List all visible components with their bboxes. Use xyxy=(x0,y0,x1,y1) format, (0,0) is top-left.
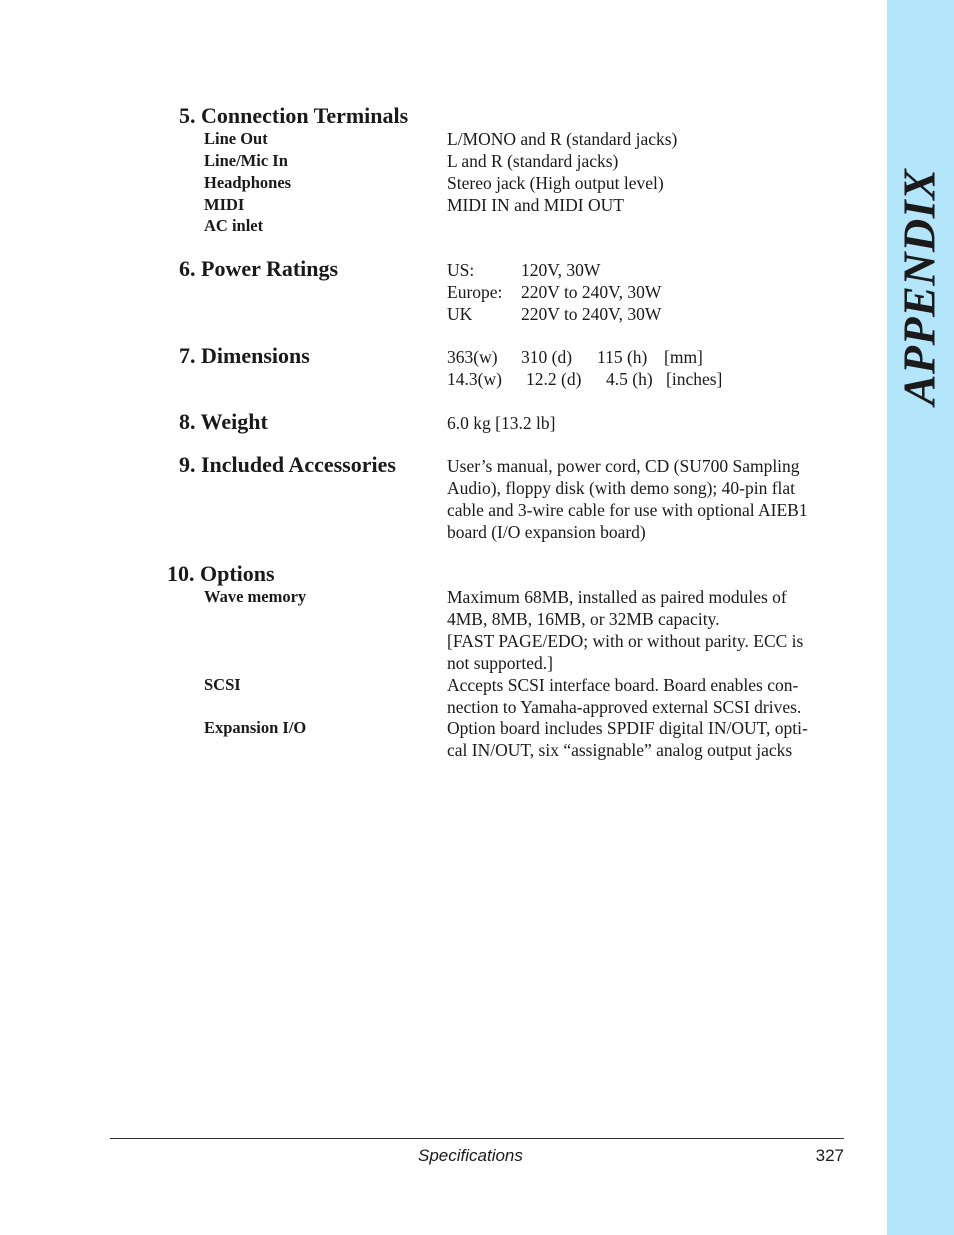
power-rating: 220V to 240V, 30W xyxy=(521,282,662,302)
scsi-label: SCSI xyxy=(204,675,241,694)
power-rating-row xyxy=(447,303,661,325)
text-line: Maximum 68MB, installed as paired modules of xyxy=(447,587,787,607)
dimension-depth: 310 (d) xyxy=(521,347,573,367)
footer-rule xyxy=(110,1138,844,1139)
line-out-label: Line Out xyxy=(204,129,268,148)
dimension-width: 14.3(w) xyxy=(447,369,502,389)
text-line: [FAST PAGE/EDO; with or without parity. ECC is xyxy=(447,631,804,651)
dimension-depth: 12.2 (d) xyxy=(526,369,582,389)
expansion-io-text xyxy=(447,717,844,761)
headphones-label: Headphones xyxy=(204,173,292,192)
dimension-unit: [mm] xyxy=(664,347,703,367)
dimension-width: 363(w) xyxy=(447,347,498,367)
power-rating: 220V to 240V, 30W xyxy=(521,304,662,324)
text-line: User’s manual, power cord, CD (SU700 Sampling xyxy=(447,456,800,476)
text-line: nection to Yamaha-approved external SCSI drives. xyxy=(447,697,802,717)
options-heading: 10. Options xyxy=(167,561,275,586)
power-region: UK xyxy=(447,304,473,324)
midi-label: MIDI xyxy=(204,195,245,214)
power-region: Europe: xyxy=(447,282,503,302)
power-rating-row xyxy=(447,281,661,303)
line-mic-in-label: Line/Mic In xyxy=(204,151,288,170)
dimensions-imperial xyxy=(447,368,722,390)
dimension-unit: [inches] xyxy=(666,369,723,389)
footer-section-title: Specifications xyxy=(418,1146,523,1165)
dimension-height: 115 (h) xyxy=(597,347,648,367)
ac-inlet-label: AC inlet xyxy=(204,216,264,235)
dimensions-heading: 7. Dimensions xyxy=(179,343,310,368)
text-line: board (I/O expansion board) xyxy=(447,522,646,542)
page-number: 327 xyxy=(815,1146,844,1165)
connection-terminals-heading: 5. Connection Terminals xyxy=(179,103,409,128)
headphones-value: Stereo jack (High output level) xyxy=(447,173,664,193)
text-line: cable and 3-wire cable for use with optional AIEB1 xyxy=(447,500,808,520)
dimensions-metric xyxy=(447,346,703,368)
power-rating-row xyxy=(447,259,600,281)
midi-value: MIDI IN and MIDI OUT xyxy=(447,195,624,215)
text-line: 4MB, 8MB, 16MB, or 32MB capacity. xyxy=(447,609,720,629)
wave-memory-text xyxy=(447,586,844,674)
dimension-height: 4.5 (h) xyxy=(606,369,653,389)
line-mic-in-value: L and R (standard jacks) xyxy=(447,151,619,171)
line-out-value: L/MONO and R (standard jacks) xyxy=(447,129,678,149)
text-line: not supported.] xyxy=(447,653,553,673)
accessories-text xyxy=(447,455,844,543)
text-line: Accepts SCSI interface board. Board enables con- xyxy=(447,675,799,695)
power-ratings-heading: 6. Power Ratings xyxy=(179,256,339,281)
power-rating: 120V, 30W xyxy=(521,260,601,280)
power-region: US: xyxy=(447,260,475,280)
expansion-io-label: Expansion I/O xyxy=(204,718,307,737)
text-line: cal IN/OUT, six “assignable” analog output jacks xyxy=(447,740,793,760)
weight-heading: 8. Weight xyxy=(179,409,268,434)
text-line: Audio), floppy disk (with demo song); 40-pin flat xyxy=(447,478,796,498)
scsi-text xyxy=(447,674,844,718)
appendix-tab-label: APPENDIX xyxy=(893,168,945,406)
text-line: Option board includes SPDIF digital IN/OUT, opti- xyxy=(447,718,808,738)
weight-value: 6.0 kg [13.2 lb] xyxy=(447,413,556,433)
included-accessories-heading: 9. Included Accessories xyxy=(179,452,396,477)
wave-memory-label: Wave memory xyxy=(204,587,307,606)
